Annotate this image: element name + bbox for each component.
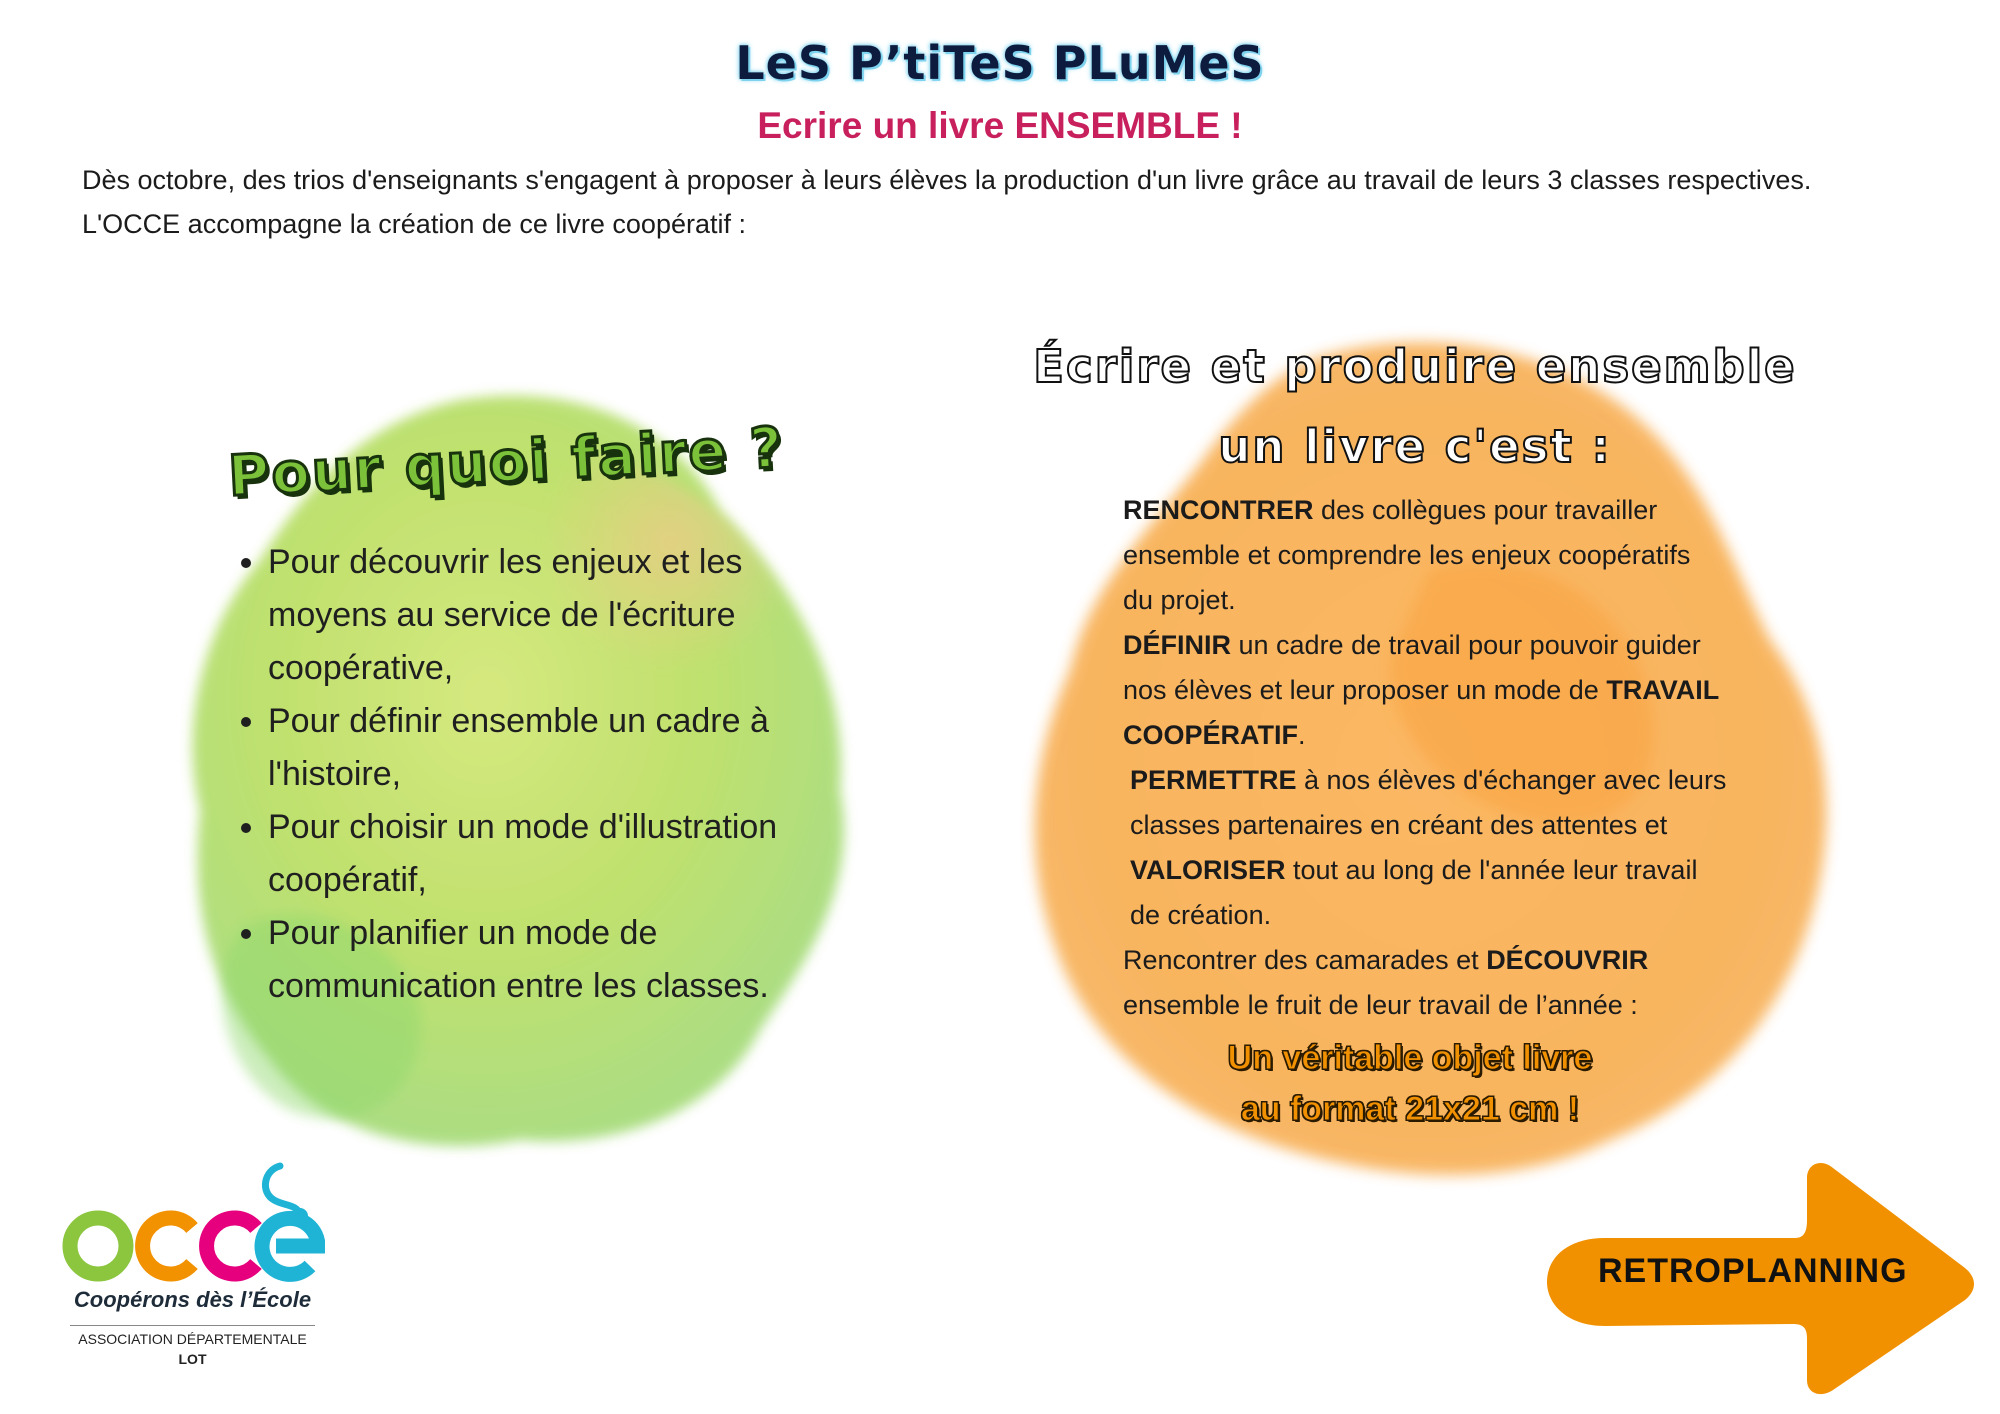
intro-text-line-1: Dès octobre, des trios d'enseignants s'engagent à proposer à leurs élèves la production d'un livre grâce au travail de leurs 3 classes respectives. [82, 165, 1812, 195]
paragraph-rencontrer: RENCONTRER des collègues pour travailler ensemble et comprendre les enjeux coopératifs du projet. [1123, 495, 1691, 615]
page-subtitle: Ecrire un livre ENSEMBLE ! [757, 105, 1243, 146]
logo-divider [70, 1325, 315, 1326]
reasons-list [228, 536, 848, 1013]
keyword-rencontrer: RENCONTRER [1123, 495, 1314, 525]
paragraph-permettre: PERMETTRE à nos élèves d'échanger avec leurs classes partenaires en créant des attentes et VALORISER tout au long de l'année leur travail de création. [1130, 765, 1727, 930]
logo-department-text: LOT [178, 1351, 207, 1367]
arrow-right-icon [1547, 1163, 1974, 1394]
intro-text-line-2: L'OCCE accompagne la création de ce livre coopératif : [82, 209, 746, 239]
list-item: • Pour planifier un mode de communication entre les classes. [268, 907, 848, 1013]
retroplanning-label: RETROPLANNING [1598, 1252, 1908, 1290]
right-section-heading-line-1: Écrire et produire ensemble [1033, 340, 1797, 393]
keyword-definir: DÉFINIR [1123, 630, 1231, 660]
right-section-heading-line-2: un livre c'est : [1218, 420, 1612, 473]
list-item: • Pour découvrir les enjeux et les moyens au service de l'écriture coopérative, [268, 536, 848, 695]
logo-association-text: ASSOCIATION DÉPARTEMENTALE [78, 1331, 307, 1347]
highlight-line-2: au format 21x21 cm ! [1240, 1090, 1580, 1128]
keyword-valoriser: VALORISER [1130, 855, 1286, 885]
list-item: • Pour définir ensemble un cadre à l'histoire, [268, 695, 848, 801]
keyword-permettre: PERMETTRE [1130, 765, 1297, 795]
paragraph-decouvrir: Rencontrer des camarades et DÉCOUVRIR ensemble le fruit de leur travail de l’année : [1123, 945, 1649, 1020]
logo-tagline: Coopérons dès l’École [73, 1287, 312, 1312]
page-title: LeS P’tiTeS PLuMeS [735, 36, 1265, 90]
keyword-decouvrir: DÉCOUVRIR [1486, 945, 1649, 975]
paragraph-definir: DÉFINIR un cadre de travail pour pouvoir guider nos élèves et leur proposer un mode de TRAVAIL COOPÉRATIF. [1123, 630, 1719, 750]
list-item: • Pour choisir un mode d'illustration coopératif, [268, 801, 848, 907]
highlight-line-1: Un véritable objet livre [1227, 1039, 1593, 1077]
keyword-travail-cooperatif: TRAVAIL COOPÉRATIF [1123, 675, 1719, 750]
retroplanning-button[interactable] [1545, 1158, 1982, 1400]
left-section-heading: Pour quoi faire ? [226, 415, 786, 510]
occe-logo [60, 1158, 325, 1288]
